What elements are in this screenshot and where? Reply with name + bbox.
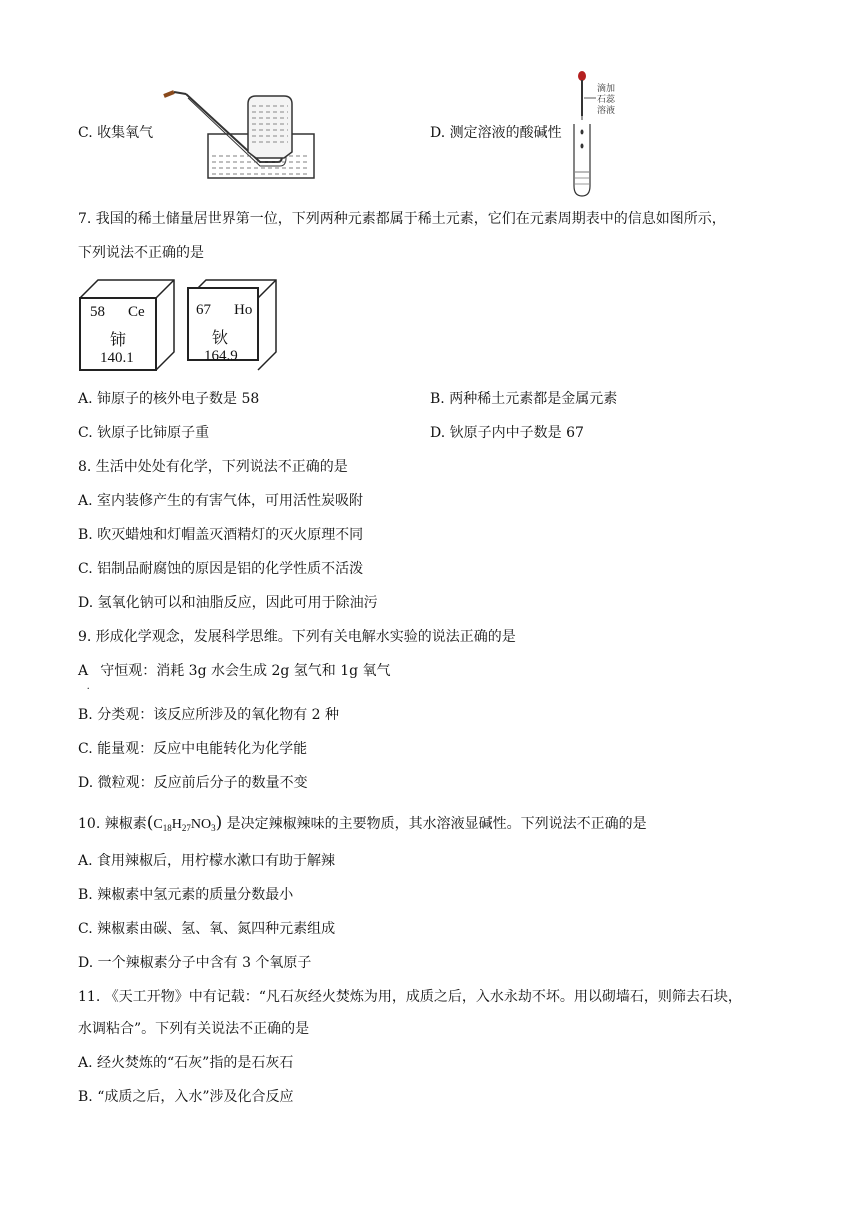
- q7-option-d: D. 钬原子内中子数是 67: [430, 425, 584, 441]
- option-letter: A: [78, 663, 89, 679]
- q8-stem: 8. 生活中处处有化学，下列说法不正确的是: [78, 459, 348, 475]
- oxygen-collection-figure: [160, 82, 320, 182]
- q10-option-a: A. 食用辣椒后，用柠檬水漱口有助于解辣: [78, 853, 336, 869]
- q11-option-b: B. “成质之后，入水”涉及化合反应: [78, 1089, 294, 1105]
- q8-option-b: B. 吹灭蜡烛和灯帽盖灭酒精灯的灭火原理不同: [78, 527, 364, 543]
- dot-mark: .: [86, 681, 90, 692]
- q11-stem-line2: 水调粘合”。下列有关说法不正确的是: [78, 1021, 310, 1037]
- q9-stem: 9. 形成化学观念，发展科学思维。下列有关电解水实验的说法正确的是: [78, 629, 516, 645]
- element-number: 58: [90, 304, 105, 320]
- test-tube: [574, 124, 590, 196]
- q7-option-c: C. 钬原子比铈原子重: [78, 425, 210, 441]
- option-text: 守恒观：消耗 3g 水会生成 2g 氢气和 1g 氧气: [100, 663, 391, 679]
- q6-option-c: C. 收集氧气: [78, 125, 154, 141]
- formula: $C_{18}H_{27}NO_3$: [153, 817, 216, 833]
- element-mass: 140.1: [100, 350, 134, 366]
- element-number: 67: [196, 302, 211, 318]
- q10-option-b: B. 辣椒素中氢元素的质量分数最小: [78, 887, 294, 903]
- element-card-ce: [78, 278, 176, 372]
- element-mass: 164.9: [204, 348, 238, 364]
- gas-bottle: [248, 96, 292, 158]
- q7-option-a: A. 铈原子的核外电子数是 58: [78, 391, 260, 407]
- element-name: 铈: [110, 332, 127, 349]
- q10-option-d: D. 一个辣椒素分子中含有 3 个氧原子: [78, 955, 312, 971]
- dropper-bulb-icon: [578, 71, 586, 81]
- litmus-label: 滴加 石蕊 溶液: [597, 84, 616, 116]
- drop-icon: [581, 130, 584, 135]
- q9-option-c: C. 能量观：反应中电能转化为化学能: [78, 741, 308, 757]
- q10-option-c: C. 辣椒素由碳、氢、氧、氮四种元素组成: [78, 921, 336, 937]
- q8-option-a: A. 室内装修产生的有害气体，可用活性炭吸附: [78, 493, 364, 509]
- q9-option-b: B. 分类观：该反应所涉及的氧化物有 2 种: [78, 707, 339, 723]
- q8-option-c: C. 铝制品耐腐蚀的原因是铝的化学性质不活泼: [78, 561, 364, 577]
- q11-stem-line1: 11. 《天工开物》中有记载：“凡石灰经火焚炼为用，成质之后，入水永劫不坏。用以砌墙石，则筛去石块，: [78, 989, 742, 1005]
- tube-clamp-icon: [164, 92, 174, 96]
- q6-option-d: D. 测定溶液的酸碱性: [430, 125, 562, 141]
- q7-stem-line2: 下列说法不正确的是: [78, 245, 204, 261]
- q11-option-a: A. 经火焚炼的“石灰”指的是石灰石: [78, 1055, 294, 1071]
- q10-stem: 10. 辣椒素$(C_{18}H_{27}NO_3)$ 是决定辣椒辣味的主要物质，其水溶液显碱性。下列说法不正确的是: [78, 813, 647, 833]
- q9-option-d: D. 微粒观：反应前后分子的数量不变: [78, 775, 308, 791]
- q9-option-a: [78, 662, 391, 692]
- element-symbol: Ho: [234, 302, 253, 318]
- q7-stem-line1: 7. 我国的稀土储量居世界第一位，下列两种元素都属于稀土元素，它们在元素周期表中的信息如图所示，: [78, 211, 726, 227]
- element-card-ho: [186, 278, 284, 372]
- element-symbol: Ce: [128, 304, 145, 320]
- q8-option-d: D. 氢氧化钠可以和油脂反应，因此可用于除油污: [78, 595, 378, 611]
- q7-option-b: B. 两种稀土元素都是金属元素: [430, 391, 618, 407]
- element-name: 钬: [212, 330, 229, 347]
